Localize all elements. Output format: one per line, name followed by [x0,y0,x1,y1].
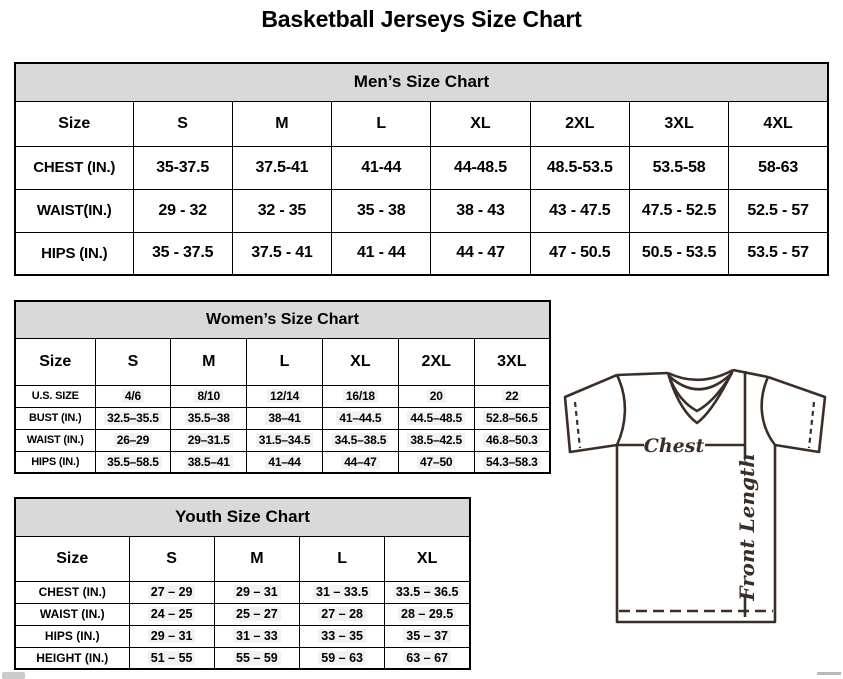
size-value-cell: 31.5–34.5 [247,429,323,451]
size-value-cell: 28 – 29.5 [385,603,470,625]
size-value-cell: 32.5–35.5 [95,407,171,429]
size-value-cell: 31 – 33.5 [300,581,385,603]
size-value-cell: 41–44.5 [322,407,398,429]
size-value-cell: 22 [474,385,550,407]
size-value-cell: 37.5 - 41 [232,232,331,275]
size-value-cell: 29 – 31 [129,625,214,647]
size-value-cell: 38.5–41 [171,451,247,473]
size-value-cell: 38 - 43 [431,189,530,232]
size-value-cell: 44 - 47 [431,232,530,275]
column-header: L [300,536,385,581]
chest-label: Chest [643,435,705,457]
front-length-label: Front Length [735,453,759,601]
size-value-cell: 20 [398,385,474,407]
table-row [15,146,828,189]
column-header: 4XL [729,101,828,146]
size-value-cell: 47–50 [398,451,474,473]
womens-size-chart-table [14,300,551,474]
size-value-cell: 46.8–50.3 [474,429,550,451]
row-label: HIPS (IN.) [15,232,133,275]
column-header: L [247,338,323,385]
size-value-cell: 44–47 [322,451,398,473]
size-value-cell: 29 - 32 [133,189,232,232]
column-header: S [133,101,232,146]
column-header: M [171,338,247,385]
size-value-cell: 31 – 33 [214,625,299,647]
size-value-cell: 25 – 27 [214,603,299,625]
row-label: HIPS (IN.) [15,451,95,473]
size-value-cell: 43 - 47.5 [530,189,629,232]
size-value-cell: 52.5 - 57 [729,189,828,232]
size-value-cell: 41–44 [247,451,323,473]
size-value-cell: 34.5–38.5 [322,429,398,451]
table-row [15,603,470,625]
jersey-outline-icon [565,370,825,622]
column-header: S [95,338,171,385]
size-value-cell: 33.5 – 36.5 [385,581,470,603]
column-header: Size [15,101,133,146]
column-header: Size [15,338,95,385]
size-value-cell: 35 - 38 [332,189,431,232]
size-value-cell: 29–31.5 [171,429,247,451]
size-value-cell: 27 – 28 [300,603,385,625]
column-header: XL [385,536,470,581]
row-label: WAIST (IN.) [15,429,95,451]
size-value-cell: 16/18 [322,385,398,407]
row-label: U.S. SIZE [15,385,95,407]
table-row [15,625,470,647]
column-header: L [332,101,431,146]
table-row [15,647,470,669]
row-label: CHEST (IN.) [15,146,133,189]
size-value-cell: 38.5–42.5 [398,429,474,451]
size-value-cell: 37.5-41 [232,146,331,189]
size-value-cell: 38–41 [247,407,323,429]
mens-size-chart-table [14,62,829,276]
youth-size-chart-table [14,497,471,670]
size-value-cell: 44-48.5 [431,146,530,189]
table-row [15,429,550,451]
size-value-cell: 58-63 [729,146,828,189]
size-value-cell: 26–29 [95,429,171,451]
size-value-cell: 33 – 35 [300,625,385,647]
size-value-cell: 53.5 - 57 [729,232,828,275]
size-value-cell: 44.5–48.5 [398,407,474,429]
table-title: Women’s Size Chart [15,301,550,338]
row-label: CHEST (IN.) [15,581,129,603]
table-row [15,451,550,473]
horizontal-scrollbar-thumb[interactable] [2,672,25,679]
size-value-cell: 4/6 [95,385,171,407]
size-value-cell: 41-44 [332,146,431,189]
size-value-cell: 52.8–56.5 [474,407,550,429]
size-value-cell: 32 - 35 [232,189,331,232]
size-value-cell: 41 - 44 [332,232,431,275]
size-value-cell: 29 – 31 [214,581,299,603]
size-value-cell: 55 – 59 [214,647,299,669]
column-header: 2XL [398,338,474,385]
row-label: WAIST (IN.) [15,603,129,625]
column-header: XL [431,101,530,146]
row-label: HEIGHT (IN.) [15,647,129,669]
size-value-cell: 63 – 67 [385,647,470,669]
table-row [15,232,828,275]
size-value-cell: 8/10 [171,385,247,407]
size-value-cell: 27 – 29 [129,581,214,603]
size-value-cell: 35.5–58.5 [95,451,171,473]
jersey-measurement-diagram [553,355,827,625]
size-value-cell: 50.5 - 53.5 [629,232,728,275]
size-value-cell: 35-37.5 [133,146,232,189]
size-value-cell: 54.3–58.3 [474,451,550,473]
size-value-cell: 35 - 37.5 [133,232,232,275]
row-label: WAIST(IN.) [15,189,133,232]
column-header: 2XL [530,101,629,146]
row-label: BUST (IN.) [15,407,95,429]
size-value-cell: 35 – 37 [385,625,470,647]
column-header: M [214,536,299,581]
row-label: HIPS (IN.) [15,625,129,647]
size-value-cell: 35.5–38 [171,407,247,429]
measurement-lines [617,371,745,617]
column-header: XL [322,338,398,385]
table-title: Youth Size Chart [15,498,470,536]
size-value-cell: 51 – 55 [129,647,214,669]
table-row [15,407,550,429]
table-row [15,581,470,603]
page-title: Basketball Jerseys Size Chart [261,6,582,32]
column-header: S [129,536,214,581]
size-value-cell: 47 - 50.5 [530,232,629,275]
size-value-cell: 24 – 25 [129,603,214,625]
column-header: 3XL [629,101,728,146]
column-header: Size [15,536,129,581]
table-title: Men’s Size Chart [15,63,828,101]
size-value-cell: 12/14 [247,385,323,407]
size-value-cell: 47.5 - 52.5 [629,189,728,232]
column-header: 3XL [474,338,550,385]
size-value-cell: 59 – 63 [300,647,385,669]
table-row [15,189,828,232]
scrollbar-fragment[interactable] [817,672,841,675]
size-value-cell: 53.5-58 [629,146,728,189]
size-value-cell: 48.5-53.5 [530,146,629,189]
table-row [15,385,550,407]
column-header: M [232,101,331,146]
